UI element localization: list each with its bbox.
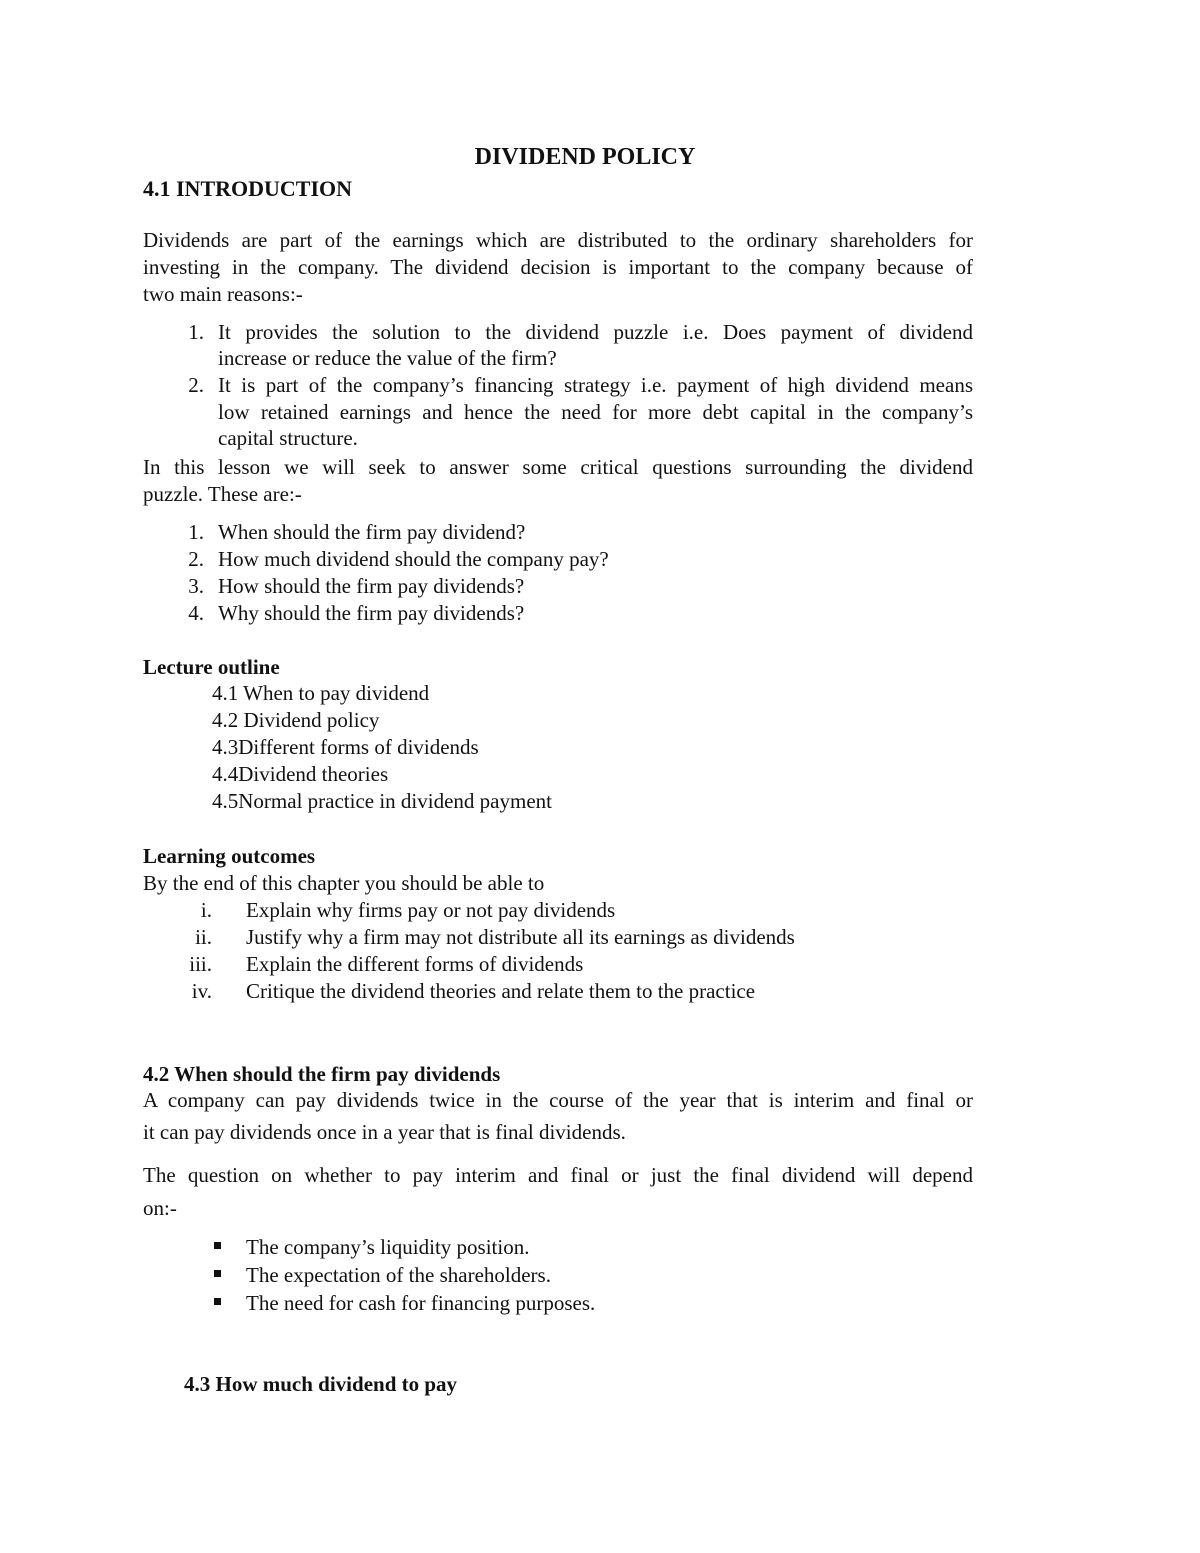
question-item: How much dividend should the company pay?: [218, 547, 609, 571]
sec42-line-1: A company can pay dividends twice in the course of the year that is interim and final or: [143, 1088, 973, 1112]
outcome-number: iv.: [191, 979, 212, 1003]
page-title: DIVIDEND POLICY: [474, 144, 696, 170]
question-number: 2.: [188, 547, 204, 571]
reason-2-line-3: capital structure.: [218, 426, 358, 450]
outline-item: 4.5Normal practice in dividend payment: [212, 789, 552, 813]
outcome-number: i.: [200, 898, 212, 922]
lesson-line-1: In this lesson we will seek to answer some critical questions surrounding the dividend: [143, 455, 973, 479]
question-number: 1.: [188, 520, 204, 544]
bullet-icon: [214, 1298, 221, 1305]
sec42-para2-line-2: on:-: [143, 1196, 177, 1220]
intro-line-2: investing in the company. The dividend decision is important to the company because of: [143, 255, 973, 279]
lesson-line-2: puzzle. These are:-: [143, 482, 302, 506]
bullet-icon: [214, 1242, 221, 1249]
question-item: How should the firm pay dividends?: [218, 574, 525, 598]
bullet-item: The expectation of the shareholders.: [246, 1263, 551, 1287]
outline-item: 4.3Different forms of dividends: [212, 735, 479, 759]
outcome-item: Justify why a firm may not distribute all its earnings as dividends: [246, 925, 795, 949]
intro-line-1: Dividends are part of the earnings which are distributed to the ordinary shareholders for: [143, 228, 973, 252]
question-item: When should the firm pay dividend?: [218, 520, 526, 544]
bullet-item: The need for cash for financing purposes.: [246, 1291, 596, 1315]
outline-heading: Lecture outline: [143, 655, 280, 679]
section-heading-4-2: 4.2 When should the firm pay dividends: [143, 1062, 501, 1086]
reason-2-line-1: It is part of the company’s financing strategy i.e. payment of high dividend means: [218, 373, 973, 397]
reason-number: 2.: [188, 373, 204, 397]
sec42-line-2: it can pay dividends once in a year that is final dividends.: [143, 1120, 626, 1144]
question-number: 4.: [188, 601, 204, 625]
outcome-item: Explain the different forms of dividends: [246, 952, 584, 976]
reason-2-line-2: low retained earnings and hence the need for more debt capital in the company’s: [218, 400, 973, 424]
reason-number: 1.: [188, 320, 204, 344]
outline-item: 4.2 Dividend policy: [212, 708, 380, 732]
question-item: Why should the firm pay dividends?: [218, 601, 525, 625]
outcome-item: Critique the dividend theories and relate them to the practice: [246, 979, 756, 1003]
question-number: 3.: [188, 574, 204, 598]
sec42-para2-line-1: The question on whether to pay interim and final or just the final dividend will depend: [143, 1163, 973, 1187]
outcomes-heading: Learning outcomes: [143, 844, 316, 868]
intro-line-3: two main reasons:-: [143, 282, 303, 306]
outcomes-intro: By the end of this chapter you should be able to: [143, 871, 545, 895]
outline-item: 4.4Dividend theories: [212, 762, 389, 786]
reason-1-line-1: It provides the solution to the dividend puzzle i.e. Does payment of dividend: [218, 320, 973, 344]
section-heading-4-1: 4.1 INTRODUCTION: [143, 176, 353, 201]
section-heading-4-3: 4.3 How much dividend to pay: [184, 1372, 458, 1396]
outcome-number: iii.: [189, 952, 212, 976]
outline-item: 4.1 When to pay dividend: [212, 681, 430, 705]
outcome-item: Explain why firms pay or not pay dividends: [246, 898, 616, 922]
bullet-icon: [214, 1270, 221, 1277]
bullet-item: The company’s liquidity position.: [246, 1235, 530, 1259]
reason-1-line-2: increase or reduce the value of the firm?: [218, 346, 557, 370]
outcome-number: ii.: [195, 925, 212, 949]
